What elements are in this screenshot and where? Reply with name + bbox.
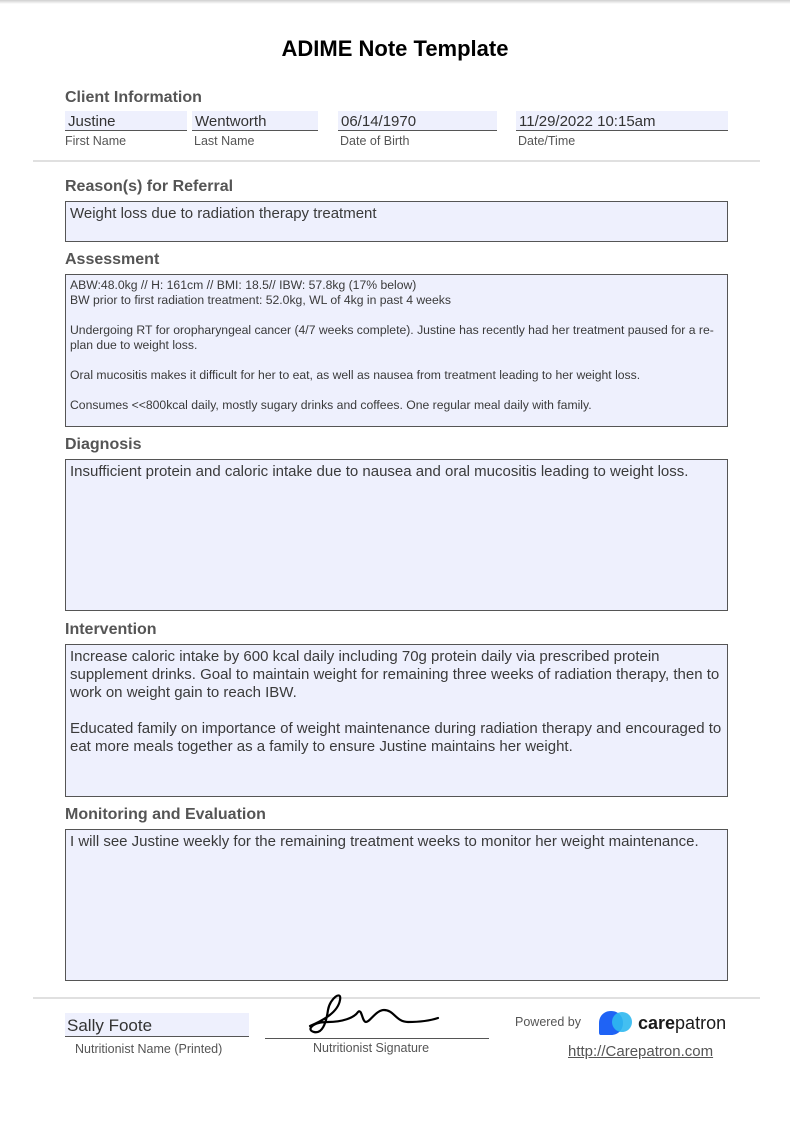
monitoring-text: I will see Justine weekly for the remaining treatment weeks to monitor her weight maintenance. xyxy=(70,833,699,850)
dob-label: Date of Birth xyxy=(340,134,410,148)
carepatron-logo[interactable] xyxy=(598,1009,733,1037)
brand-bold: care xyxy=(638,1012,676,1033)
carepatron-logo-icon xyxy=(598,1010,634,1036)
intervention-heading: Intervention xyxy=(65,621,157,638)
assessment-heading: Assessment xyxy=(65,251,160,268)
assessment-line: ABW:48.0kg // H: 161cm // BMI: 18.5// IBW: 57.8kg (17% below) xyxy=(70,278,417,292)
referral-text: Weight loss due to radiation therapy treatment xyxy=(70,205,377,222)
referral-box[interactable] xyxy=(65,201,728,242)
monitoring-box[interactable] xyxy=(65,829,728,981)
signature-label: Nutritionist Signature xyxy=(313,1041,430,1055)
assessment-paragraph: Oral mucositis makes it difficult for her to eat, as well as nausea from treatment leading to her weight loss. xyxy=(70,368,641,382)
divider xyxy=(33,160,760,162)
monitoring-heading: Monitoring and Evaluation xyxy=(65,806,266,823)
assessment-line: BW prior to first radiation treatment: 52.0kg, WL of 4kg in past 4 weeks xyxy=(70,293,451,307)
datetime-field[interactable]: 11/29/2022 10:15am xyxy=(516,111,728,131)
first-name-label: First Name xyxy=(65,134,127,148)
diagnosis-box[interactable] xyxy=(65,459,728,611)
client-info-heading: Client Information xyxy=(65,89,202,106)
carepatron-link[interactable]: http://Carepatron.com xyxy=(568,1043,714,1060)
assessment-paragraph: Consumes <<800kcal daily, mostly sugary drinks and coffees. One regular meal daily with family. xyxy=(70,398,592,412)
first-name-field[interactable]: Justine xyxy=(65,111,187,131)
intervention-paragraph: Increase caloric intake by 600 kcal daily including 70g protein daily via prescribed protein supplement drinks. Goal to maintain weight for remaining three weeks of radiation therapy, then to work on weight gain to reach IBW. xyxy=(70,648,720,701)
diagnosis-heading: Diagnosis xyxy=(65,436,142,453)
assessment-box[interactable] xyxy=(65,274,728,427)
dob-field[interactable]: 06/14/1970 xyxy=(338,111,497,131)
powered-by-label: Powered by xyxy=(515,1015,582,1029)
last-name-label: Last Name xyxy=(194,134,255,148)
nutritionist-name-label: Nutritionist Name (Printed) xyxy=(75,1042,223,1056)
signature-line xyxy=(265,1038,489,1039)
top-shadow xyxy=(0,0,790,4)
intervention-paragraph: Educated family on importance of weight maintenance during radiation therapy and encouraged to eat more meals together as a family to ensure Justine maintains her weight. xyxy=(70,720,722,755)
datetime-label: Date/Time xyxy=(518,134,576,148)
assessment-paragraph: Undergoing RT for oropharyngeal cancer (4/7 weeks complete). Justine has recently had her treatment paused for a re-plan due to weight loss. xyxy=(70,323,714,352)
nutritionist-name-field[interactable]: Sally Foote xyxy=(65,1013,249,1037)
page-title: ADIME Note Template xyxy=(281,36,509,61)
diagnosis-text: Insufficient protein and caloric intake due to nausea and oral mucositis leading to weight loss. xyxy=(70,463,689,480)
last-name-field[interactable]: Wentworth xyxy=(192,111,318,131)
referral-heading: Reason(s) for Referral xyxy=(65,178,234,195)
brand-rest: patron xyxy=(675,1012,727,1033)
signature-image xyxy=(300,992,445,1037)
intervention-box[interactable] xyxy=(65,644,728,797)
